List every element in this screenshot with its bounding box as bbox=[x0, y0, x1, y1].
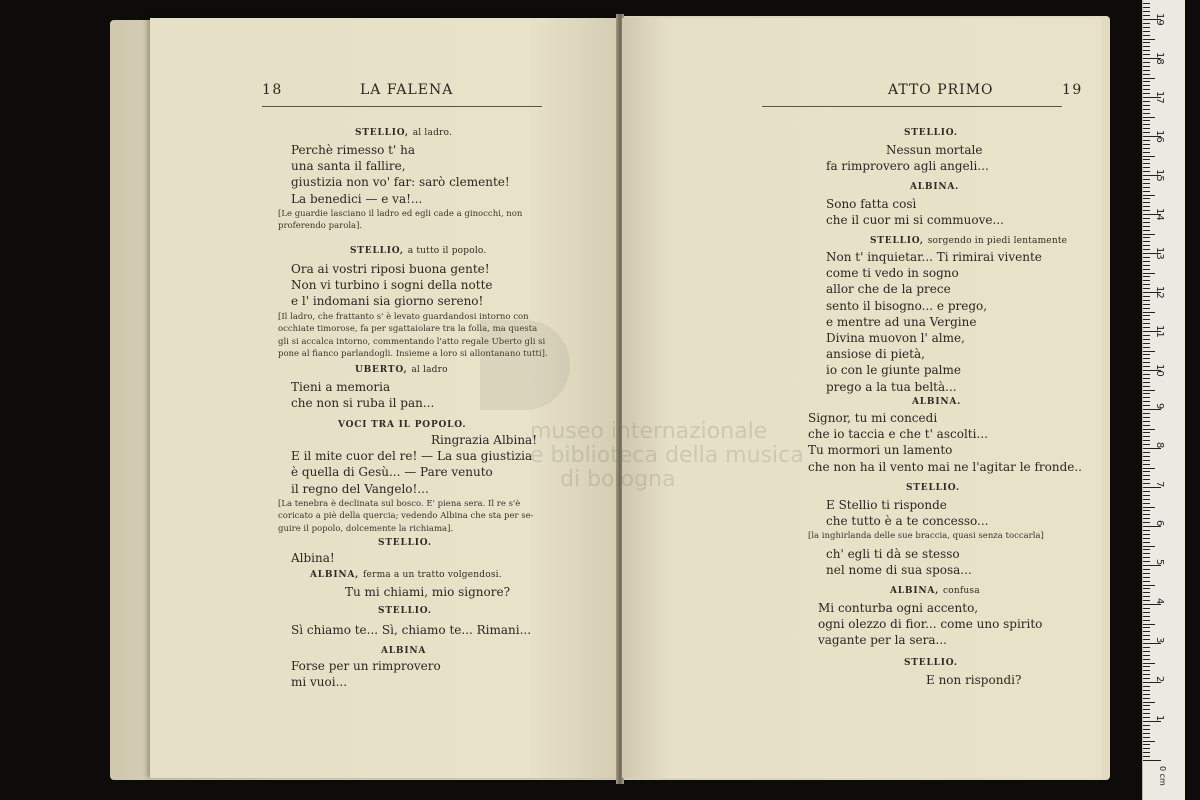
ruler-tick bbox=[1143, 390, 1155, 391]
ruler-tick bbox=[1143, 483, 1150, 484]
ruler-number: 4 bbox=[1154, 598, 1165, 605]
ruler-tick bbox=[1143, 741, 1155, 742]
ruler-tick bbox=[1143, 54, 1150, 55]
verse-block: Non t' inquietar... Ti rimirai vivente come ti vedo in sogno allor che de la prece sento il bisogno... e prego, e mentre ad una Vergine Divina muovon l' alme, ansiose di pietà, io con le giunte palme prego a la tua beltà... bbox=[826, 250, 1042, 394]
ruler-tick bbox=[1143, 15, 1150, 16]
ruler-tick bbox=[1143, 670, 1150, 671]
ruler-tick bbox=[1143, 507, 1155, 508]
ruler-tick bbox=[1143, 191, 1150, 192]
ruler-number: 9 bbox=[1154, 403, 1165, 410]
ruler-tick bbox=[1143, 760, 1161, 761]
ruler-number: 6 bbox=[1154, 520, 1165, 527]
ruler-tick bbox=[1143, 456, 1150, 457]
ruler-tick bbox=[1143, 327, 1150, 328]
ruler-tick bbox=[1143, 546, 1155, 547]
speaker-heading: ALBINA, confusa bbox=[890, 586, 980, 596]
ruler-tick bbox=[1143, 163, 1150, 164]
ruler-tick bbox=[1143, 245, 1150, 246]
ruler-tick bbox=[1143, 323, 1150, 324]
ruler-tick bbox=[1143, 358, 1150, 359]
ruler-tick bbox=[1143, 663, 1155, 664]
ruler-tick bbox=[1143, 674, 1150, 675]
verse-block: Ora ai vostri riposi buona gente! Non vi turbino i sogni della notte e l' indomani sia giorno sereno! bbox=[291, 262, 493, 309]
ruler-tick bbox=[1143, 230, 1150, 231]
ruler-tick bbox=[1143, 101, 1150, 102]
ruler-tick bbox=[1143, 639, 1150, 640]
speaker-heading: STELLIO. bbox=[904, 128, 958, 138]
ruler-tick bbox=[1143, 280, 1150, 281]
ruler-tick bbox=[1143, 78, 1155, 79]
speaker-heading: STELLIO, al ladro. bbox=[355, 128, 453, 138]
ruler-tick bbox=[1143, 561, 1150, 562]
verse-block: Sì chiamo te... Sì, chiamo te... Rimani... bbox=[291, 623, 532, 637]
stage-direction: [Il ladro, che frattanto s' è levato guardandosi intorno con occhiate timorose, fa per sgattaiolare tra la folla, ma questa gli si accalca intorno, commentando l'atto regale Uberto gli si pone al fianco parlandogli. Insieme a loro si allontanano tutti]. bbox=[278, 312, 548, 360]
left-running-head bbox=[262, 80, 542, 107]
speaker-heading: UBERTO, al ladro bbox=[355, 365, 448, 375]
ruler-tick bbox=[1143, 117, 1155, 118]
ruler-tick bbox=[1143, 120, 1150, 121]
ruler-tick bbox=[1143, 678, 1150, 679]
ruler-tick bbox=[1143, 241, 1150, 242]
ruler-tick bbox=[1143, 432, 1150, 433]
ruler-tick bbox=[1143, 655, 1150, 656]
ruler-tick bbox=[1143, 128, 1150, 129]
ruler-tick bbox=[1143, 702, 1155, 703]
ruler-tick bbox=[1143, 421, 1150, 422]
ruler-tick bbox=[1143, 429, 1155, 430]
ruler-tick bbox=[1143, 296, 1150, 297]
speaker-heading: VOCI TRA IL POPOLO. bbox=[338, 420, 467, 430]
ruler-tick bbox=[1143, 132, 1150, 133]
ruler-tick bbox=[1143, 183, 1150, 184]
ruler-number: 12 bbox=[1154, 286, 1165, 299]
ruler-tick bbox=[1143, 156, 1155, 157]
ruler-tick bbox=[1143, 503, 1150, 504]
ruler-tick bbox=[1143, 624, 1155, 625]
ruler-tick bbox=[1143, 464, 1150, 465]
speaker-heading: STELLIO. bbox=[378, 606, 432, 616]
ruler-tick bbox=[1143, 705, 1150, 706]
watermark-line: e biblioteca della musica bbox=[530, 443, 804, 468]
ruler-tick bbox=[1143, 23, 1150, 24]
ruler-tick bbox=[1143, 218, 1150, 219]
ruler-tick bbox=[1143, 81, 1150, 82]
ruler-tick bbox=[1143, 627, 1150, 628]
ruler-tick bbox=[1143, 382, 1150, 383]
ruler-tick bbox=[1143, 308, 1150, 309]
ruler-tick bbox=[1143, 573, 1150, 574]
watermark-line: museo internazionale bbox=[530, 419, 768, 444]
ruler-tick bbox=[1143, 522, 1150, 523]
ruler-tick bbox=[1143, 631, 1150, 632]
ruler-tick bbox=[1143, 50, 1150, 51]
verse-block: Nessun mortale fa rimprovero agli angeli... bbox=[826, 143, 989, 174]
ruler-tick bbox=[1143, 144, 1150, 145]
ruler-tick bbox=[1143, 690, 1150, 691]
ruler-tick bbox=[1143, 608, 1150, 609]
ruler-number: 3 bbox=[1154, 637, 1165, 644]
ruler-tick bbox=[1143, 31, 1150, 32]
ruler-tick bbox=[1143, 386, 1150, 387]
ruler-tick bbox=[1143, 510, 1150, 511]
ruler-tick bbox=[1143, 620, 1150, 621]
ruler-tick bbox=[1143, 269, 1150, 270]
ruler-tick bbox=[1143, 737, 1150, 738]
verse-block: Tu mi chiami, mio signore? bbox=[345, 585, 511, 599]
ruler-tick bbox=[1143, 530, 1150, 531]
ruler-tick bbox=[1143, 148, 1150, 149]
ruler-tick bbox=[1143, 538, 1150, 539]
ruler-number: 15 bbox=[1154, 169, 1165, 182]
ruler-tick bbox=[1143, 616, 1150, 617]
ruler-tick bbox=[1143, 479, 1150, 480]
ruler-tick bbox=[1143, 534, 1150, 535]
ruler-tick bbox=[1143, 85, 1150, 86]
ruler-tick bbox=[1143, 378, 1150, 379]
ruler-tick bbox=[1143, 312, 1155, 313]
ruler-tick bbox=[1143, 744, 1150, 745]
ruler-number: 7 bbox=[1154, 481, 1165, 488]
ruler-tick bbox=[1143, 366, 1150, 367]
watermark-line: di bologna bbox=[560, 467, 676, 492]
ruler-tick bbox=[1143, 89, 1150, 90]
ruler-tick bbox=[1143, 425, 1150, 426]
speaker-heading: ALBINA bbox=[381, 646, 427, 656]
ruler-tick bbox=[1143, 257, 1150, 258]
ruler-tick bbox=[1143, 159, 1150, 160]
ruler-tick bbox=[1143, 202, 1150, 203]
ruler-tick bbox=[1143, 140, 1150, 141]
verse-block: Sono fatta così che il cuor mi si commuove... bbox=[826, 197, 1004, 228]
ruler-tick bbox=[1143, 237, 1150, 238]
ruler-tick bbox=[1143, 729, 1150, 730]
verse-block: Forse per un rimprovero mi vuoi... bbox=[291, 659, 441, 690]
speaker-heading: ALBINA, ferma a un tratto volgendosi. bbox=[310, 570, 502, 580]
ruler-tick bbox=[1143, 66, 1150, 67]
ruler-tick bbox=[1143, 62, 1150, 63]
ruler-tick bbox=[1143, 46, 1150, 47]
ruler-tick bbox=[1143, 11, 1150, 12]
ruler-tick bbox=[1143, 39, 1155, 40]
ruler-tick bbox=[1143, 339, 1150, 340]
ruler-tick bbox=[1143, 335, 1150, 336]
ruler-tick bbox=[1143, 109, 1150, 110]
ruler-tick bbox=[1143, 647, 1150, 648]
ruler-tick bbox=[1143, 436, 1150, 437]
ruler-tick bbox=[1143, 659, 1150, 660]
ruler-tick bbox=[1143, 698, 1150, 699]
ruler-tick bbox=[1143, 93, 1150, 94]
ruler-tick bbox=[1143, 7, 1150, 8]
ruler-tick bbox=[1143, 343, 1150, 344]
ruler-tick bbox=[1143, 3, 1150, 4]
ruler-tick bbox=[1143, 471, 1150, 472]
stage-direction: [la inghirlanda delle sue braccia, quasi senza toccarla] bbox=[808, 531, 1044, 541]
ruler-tick bbox=[1143, 187, 1150, 188]
ruler-tick bbox=[1143, 206, 1150, 207]
ruler-number: 19 bbox=[1154, 13, 1165, 26]
ruler-tick bbox=[1143, 74, 1150, 75]
right-running-head bbox=[762, 80, 1083, 107]
ruler-tick bbox=[1143, 249, 1150, 250]
speaker-heading: STELLIO, sorgendo in piedi lentamente bbox=[870, 236, 1068, 246]
ruler-tick bbox=[1143, 35, 1150, 36]
ruler-tick bbox=[1143, 417, 1150, 418]
right-page bbox=[622, 18, 1102, 778]
speaker-heading: STELLIO, a tutto il popolo. bbox=[350, 246, 487, 256]
ruler-tick bbox=[1143, 276, 1150, 277]
ruler-number: 13 bbox=[1154, 247, 1165, 260]
ruler-tick bbox=[1143, 549, 1150, 550]
verse-block: Perchè rimesso t' ha una santa il fallire, giustizia non vo' far: sarò clemente! La benedici — e va!... bbox=[291, 143, 510, 206]
ruler-tick bbox=[1143, 105, 1150, 106]
ruler-tick bbox=[1143, 713, 1150, 714]
ruler-tick bbox=[1143, 113, 1150, 114]
right-running-title: ATTO PRIMO bbox=[888, 82, 994, 98]
ruler-tick bbox=[1143, 585, 1155, 586]
verse-block: Signor, tu mi concedi che io taccia e che t' ascolti... Tu mormori un lamento che non ha il vento mai ne l'agitar le fronde.. bbox=[808, 411, 1082, 474]
ruler-tick bbox=[1143, 752, 1150, 753]
ruler-tick bbox=[1143, 284, 1150, 285]
ruler-tick bbox=[1143, 733, 1150, 734]
speaker-heading: ALBINA. bbox=[912, 397, 962, 407]
ruler-tick bbox=[1143, 491, 1150, 492]
ruler-tick bbox=[1143, 210, 1150, 211]
ruler-tick bbox=[1143, 234, 1155, 235]
ruler-tick bbox=[1143, 198, 1150, 199]
speaker-heading: ALBINA. bbox=[910, 182, 960, 192]
ruler-tick bbox=[1143, 596, 1150, 597]
ruler-tick bbox=[1143, 354, 1150, 355]
ruler-tick bbox=[1143, 612, 1150, 613]
ruler-tick bbox=[1143, 171, 1150, 172]
ruler-tick bbox=[1143, 351, 1155, 352]
ruler-tick bbox=[1143, 195, 1155, 196]
speaker-heading: STELLIO. bbox=[904, 658, 958, 668]
ruler-tick bbox=[1143, 397, 1150, 398]
ruler-number: 8 bbox=[1154, 442, 1165, 449]
ruler-tick bbox=[1143, 440, 1150, 441]
ruler-tick bbox=[1143, 288, 1150, 289]
ruler-tick bbox=[1143, 468, 1155, 469]
measuring-ruler bbox=[1142, 0, 1185, 800]
ruler-tick bbox=[1143, 557, 1150, 558]
ruler-tick bbox=[1143, 42, 1150, 43]
ruler-tick bbox=[1143, 581, 1150, 582]
ruler-tick bbox=[1143, 300, 1150, 301]
verse-block: Mi conturba ogni accento, ogni olezzo di fior... come uno spirito vagante per la sera... bbox=[818, 601, 1043, 648]
ruler-tick bbox=[1143, 452, 1150, 453]
ruler-tick bbox=[1143, 460, 1150, 461]
ruler-tick bbox=[1143, 756, 1150, 757]
ruler-tick bbox=[1143, 518, 1150, 519]
ruler-number: 1 bbox=[1154, 715, 1165, 722]
stage-direction: [Le guardie lasciano il ladro ed egli cade a ginocchi, non proferendo parola]. bbox=[278, 209, 523, 232]
ruler-tick bbox=[1143, 725, 1150, 726]
left-page-number: 18 bbox=[262, 82, 283, 98]
ruler-tick bbox=[1143, 588, 1150, 589]
right-page-number: 19 bbox=[1062, 82, 1083, 98]
ruler-tick bbox=[1143, 261, 1150, 262]
ruler-tick bbox=[1143, 222, 1150, 223]
verse-block: E Stellio ti risponde che tutto è a te concesso... bbox=[826, 498, 989, 529]
ruler-tick bbox=[1143, 499, 1150, 500]
ruler-number: 17 bbox=[1154, 91, 1165, 104]
verse-block: ch' egli ti dà se stesso nel nome di sua sposa... bbox=[826, 547, 972, 578]
ruler-number: 2 bbox=[1154, 676, 1165, 683]
ruler-tick bbox=[1143, 401, 1150, 402]
ruler-tick bbox=[1143, 666, 1150, 667]
ruler-tick bbox=[1143, 635, 1150, 636]
ruler-tick bbox=[1143, 651, 1150, 652]
ruler-tick bbox=[1143, 686, 1150, 687]
ruler-tick bbox=[1143, 748, 1150, 749]
ruler-tick bbox=[1143, 27, 1150, 28]
ruler-tick bbox=[1143, 709, 1150, 710]
verse-block: Tieni a memoria che non si ruba il pan... bbox=[291, 380, 435, 411]
verse-block: E non rispondi? bbox=[926, 673, 1022, 687]
left-page bbox=[150, 18, 620, 778]
ruler-tick bbox=[1143, 694, 1150, 695]
ruler-number: 18 bbox=[1154, 52, 1165, 65]
ruler-tick bbox=[1143, 374, 1150, 375]
ruler-tick bbox=[1143, 444, 1150, 445]
ruler-tick bbox=[1143, 167, 1150, 168]
ruler-tick bbox=[1143, 600, 1150, 601]
verse-block: Ringrazia Albina! E il mite cuor del re! — La sua giustizia è quella di Gesù... — Pare venuto il regno del Vangelo!... bbox=[291, 433, 538, 496]
ruler-unit-label: 0 cm bbox=[1158, 766, 1167, 786]
left-running-title: LA FALENA bbox=[360, 82, 454, 98]
ruler-number: 10 bbox=[1154, 364, 1165, 377]
ruler-tick bbox=[1143, 577, 1150, 578]
ruler-tick bbox=[1143, 569, 1150, 570]
ruler-tick bbox=[1143, 124, 1150, 125]
ruler-tick bbox=[1143, 405, 1150, 406]
ruler-tick bbox=[1143, 273, 1155, 274]
ruler-number: 14 bbox=[1154, 208, 1165, 221]
ruler-tick bbox=[1143, 347, 1150, 348]
ruler-tick bbox=[1143, 152, 1150, 153]
ruler-tick bbox=[1143, 717, 1150, 718]
ruler-tick bbox=[1143, 542, 1150, 543]
ruler-tick bbox=[1143, 393, 1150, 394]
verse-block: Albina! bbox=[291, 551, 335, 565]
ruler-tick bbox=[1143, 304, 1150, 305]
ruler-tick bbox=[1143, 70, 1150, 71]
ruler-tick bbox=[1143, 315, 1150, 316]
ruler-tick bbox=[1143, 495, 1150, 496]
ruler-number: 5 bbox=[1154, 559, 1165, 566]
ruler-tick bbox=[1143, 265, 1150, 266]
ruler-tick bbox=[1143, 553, 1150, 554]
open-book bbox=[110, 14, 1110, 786]
speaker-heading: STELLIO. bbox=[378, 538, 432, 548]
ruler-tick bbox=[1143, 475, 1150, 476]
speaker-heading: STELLIO. bbox=[906, 483, 960, 493]
ruler-number: 16 bbox=[1154, 130, 1165, 143]
ruler-tick bbox=[1143, 226, 1150, 227]
stage-direction: [La tenebra è declinata sul bosco. E' piena sera. Il re s'è coricato a piè della quercia; vedendo Albina che sta per se- guire il popolo, dolcemente la richiama]. bbox=[278, 499, 534, 534]
ruler-tick bbox=[1143, 362, 1150, 363]
ruler-tick bbox=[1143, 592, 1150, 593]
ruler-number: 11 bbox=[1154, 325, 1165, 338]
ruler-tick bbox=[1143, 319, 1150, 320]
ruler-tick bbox=[1143, 413, 1150, 414]
ruler-tick bbox=[1143, 179, 1150, 180]
ruler-tick bbox=[1143, 514, 1150, 515]
